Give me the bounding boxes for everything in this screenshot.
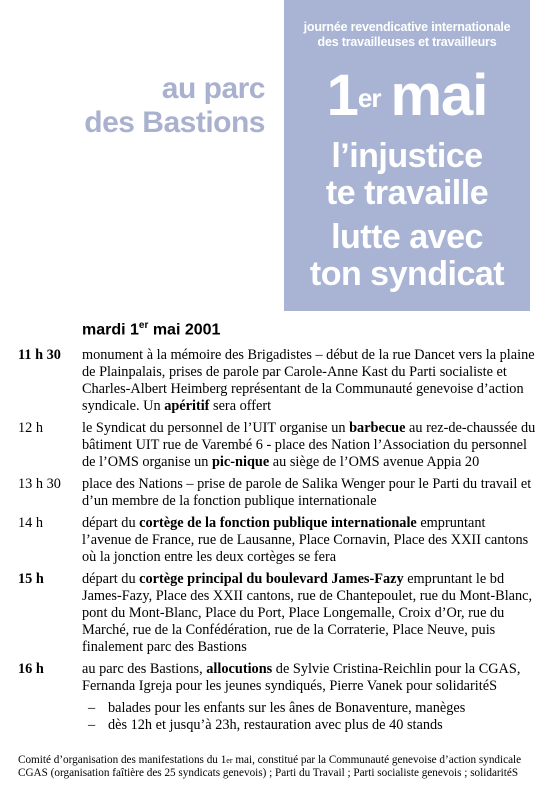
schedule-description	[82, 571, 538, 656]
bullet-dash: –	[88, 717, 96, 733]
desc-text: au siège de l’OMS avenue Appia 20	[269, 454, 480, 470]
schedule-description	[82, 347, 538, 415]
desc-text: de Sylvie Cristina-Reichlin pour la CGAS, Fernanda Igreja pour les jeunes syndiqués, Pierre Vanek pour solidaritéS	[82, 661, 521, 694]
slogan-line-2: te travaille	[325, 174, 489, 212]
schedule-description	[82, 661, 538, 695]
desc-text: sera offert	[209, 398, 272, 414]
venue-line-2: des Bastions	[84, 106, 265, 139]
schedule-row	[18, 476, 538, 510]
footer-sup: er	[226, 756, 233, 765]
banner-month: mai	[390, 63, 488, 128]
schedule-row	[18, 515, 538, 566]
desc-text: empruntant l’avenue de France, rue de Lausanne, Place Cornavin, Place des XXII cantons où la jonction entre les deux cortèges se fera	[82, 515, 529, 565]
banner-subtitle-line-1: journée revendicative internationale	[303, 20, 511, 34]
schedule-description	[82, 515, 538, 566]
banner-subtitle-line-2: des travailleuses et travailleurs	[317, 35, 497, 49]
schedule-description	[82, 420, 538, 471]
desc-highlight: apéritif	[164, 398, 210, 414]
footer-line-1	[18, 754, 538, 767]
schedule-time: 14 h	[18, 515, 44, 531]
slogan-line-1: l’injustice	[331, 137, 483, 175]
schedule-row	[18, 571, 538, 656]
schedule-description	[82, 476, 538, 510]
schedule-row	[18, 420, 538, 471]
footer-text: mai, constitué par la Communauté genevoise d’action syndicale	[232, 754, 522, 766]
bullet-dash: –	[88, 700, 96, 716]
date-rest: mai 2001	[148, 321, 221, 339]
desc-text: au rez-de-chaussée du bâtiment UIT rue de Varembé 6 - place des Nation l’Association du personnel de l’OMS organise un	[82, 420, 536, 470]
date-suffix: er	[138, 320, 149, 331]
bullet-item	[82, 700, 538, 717]
desc-text: monument à la mémoire des Brigadistes – début de la rue Dancet vers la plaine de Plainpalais, prises de parole par Carole-Anne Kast du Parti socialiste et Charles-Albert Heimberg représentant de la Communauté genevoise d’action syndicale. Un	[82, 347, 535, 414]
bullet-item	[82, 717, 538, 734]
desc-highlight: pic-nique	[211, 454, 270, 470]
venue-title	[60, 72, 265, 140]
schedule-time: 11 h 30	[18, 347, 61, 363]
schedule-time: 16 h	[18, 661, 44, 677]
slogan-line-4: ton syndicat	[309, 255, 505, 293]
banner-subtitle	[284, 20, 530, 50]
desc-text: départ du	[82, 571, 140, 587]
schedule-row	[18, 661, 538, 695]
footer-text: Comité d’organisation des manifestations du 1	[18, 754, 227, 766]
schedule-time: 12 h	[18, 420, 44, 436]
desc-text: place des Nations – prise de parole de Salika Wenger pour le Parti du travail et d’un membre de la fonction publique internationale	[82, 476, 532, 509]
schedule-time: 15 h	[18, 571, 44, 587]
bullet-text: dès 12h et jusqu’à 23h, restauration avec plus de 40 stands	[108, 717, 443, 733]
desc-highlight: cortège principal du boulevard James-Fazy	[139, 571, 404, 587]
venue-line-1: au parc	[161, 72, 265, 105]
desc-highlight: cortège de la fonction publique internationale	[139, 515, 417, 531]
header-banner	[284, 0, 530, 311]
banner-day-number: 1	[326, 63, 358, 128]
footer-credits	[18, 754, 538, 780]
schedule-time: 13 h 30	[18, 476, 61, 492]
banner-day-suffix: er	[357, 83, 381, 113]
schedule-row	[18, 347, 538, 415]
desc-text: départ du	[82, 515, 140, 531]
desc-highlight: barbecue	[349, 420, 406, 436]
date-heading	[82, 320, 220, 339]
banner-slogan	[284, 138, 530, 293]
desc-text: empruntant le bd James-Fazy, Place des XXII cantons, rue de Chantepoulet, rue du Mont-Blanc, pont du Mont-Blanc, Place du Port, Place Longemalle, Croix d’Or, rue du Marché, rue de la Confédération, rue de la Corraterie, Place Neuve, puis finalement parc des Bastions	[82, 571, 533, 655]
footer-line-2: CGAS (organisation faîtière des 25 syndicats genevois) ; Parti du Travail ; Parti socialiste genevois ; solidaritéS	[18, 767, 519, 779]
date-prefix: mardi 1	[82, 321, 139, 339]
bullet-text: balades pour les enfants sur les ânes de Bonaventure, manèges	[108, 700, 466, 716]
banner-date	[284, 63, 530, 128]
slogan-line-3: lutte avec	[331, 218, 483, 256]
schedule	[18, 347, 538, 734]
desc-text: au parc des Bastions,	[82, 661, 207, 677]
desc-highlight: allocutions	[206, 661, 273, 677]
desc-text: le Syndicat du personnel de l’UIT organise un	[82, 420, 350, 436]
